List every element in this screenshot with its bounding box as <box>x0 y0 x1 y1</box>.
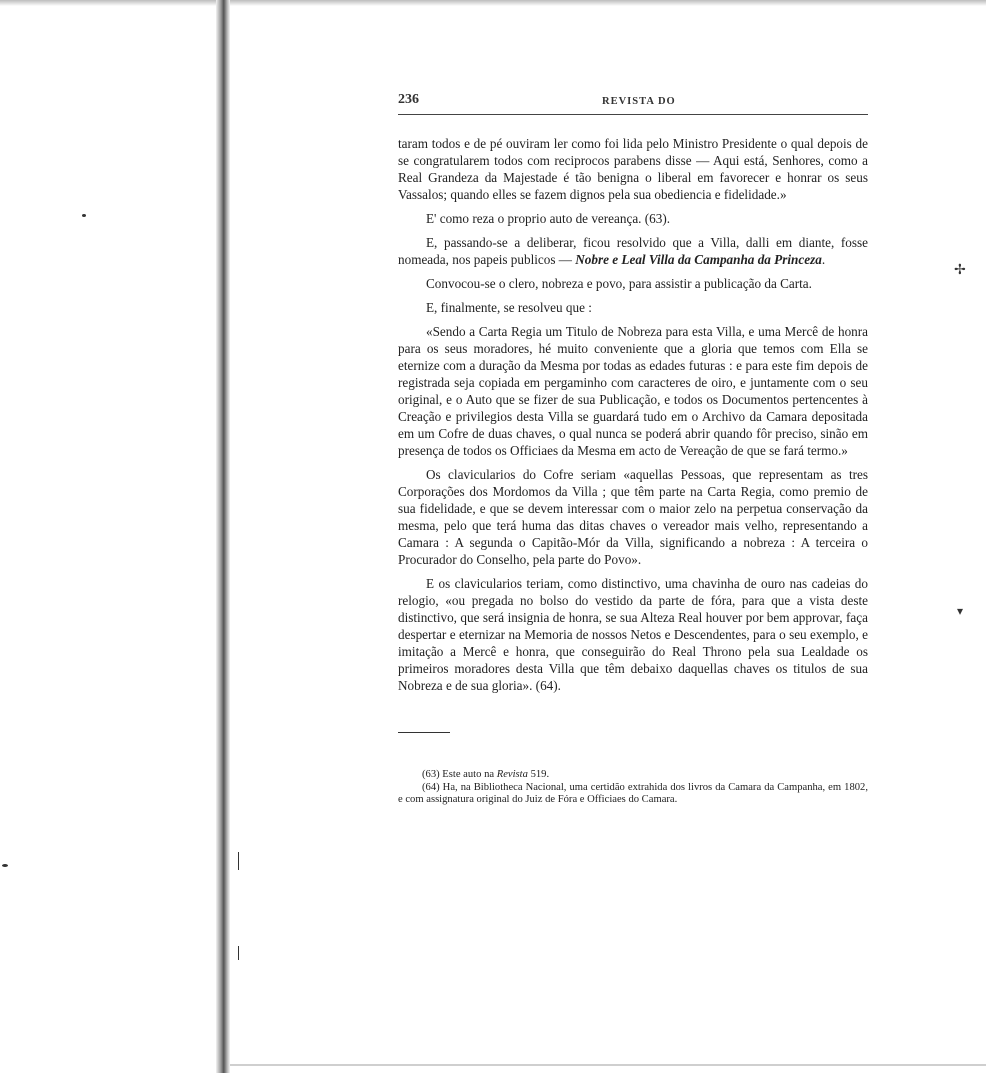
footnotes <box>398 769 868 806</box>
paragraph: E, finalmente, se resolveu que : <box>426 300 592 315</box>
paragraph-text: . <box>821 252 826 267</box>
footnote-64: (64) Ha, na Bibliotheca Nacional, uma certidão extrahida dos livros da Camara da Campanha, em 1802, e com assignatura original do Juiz de Fóra e Officiaes do Camara. <box>398 782 868 805</box>
page-header <box>398 92 868 115</box>
running-head: REVISTA DO <box>602 96 676 107</box>
scan-speck <box>238 852 239 870</box>
paragraph: Convocou-se o clero, nobreza e povo, para assistir a publicação da Carta. <box>426 276 812 291</box>
paragraph-quote: «Sendo a Carta Regia um Titulo de Nobreza para esta Villa, e uma Mercê de honra para os seus moradores, hé muito conveniente que a gloria que temos com Ella se eternize com a duração da Mesma por todas as edades futuras : e para este fim depois de registrada seja copiada em pergaminho com caracteres de oiro, e juntamente com o seu original, e o Auto que se fizer de sua Publicação, e todos os Documentos pertencentes à Creação e privilegios desta Villa se guardará tudo em o Archivo da Camara depositada em um Cofre de duas chaves, o qual nunca se poderá abrir quando fôr preciso, sinão em presença de todos os Officiaes da Mesma em acto de Vereação de que se fará termo.» <box>398 324 868 458</box>
book-spine-shadow <box>216 0 230 1073</box>
footnote-text: (63) Este auto na <box>422 769 497 780</box>
paragraph: Os clavicularios do Cofre seriam «aquellas Pessoas, que representam as tres Corporações dos Mordomos da Villa ; que têm parte na Carta Regia, como premio de sua fidelidade, e que se devem interessar com o maior zelo na perpetua conservação da mesma, pelo que terá huma das ditas chaves o vereador mais velho, representando a Camara : A segunda o Capitão-Mór da Villa, significando a nobreza : A terceira o Procurador do Conselho, pela parte do Povo». <box>398 467 868 567</box>
paragraph-villa-title <box>398 234 868 268</box>
paragraph: E' como reza o proprio auto de vereança. (63). <box>426 211 671 226</box>
scan-top-edge <box>0 0 986 6</box>
footnote-title: Revista <box>496 769 528 780</box>
paragraph-text: E, passando-se a deliberar, ficou resolvido que a Villa, dalli em diante, fosse nomeada, nos papeis publicos — <box>398 235 868 267</box>
page-number: 236 <box>398 92 419 107</box>
book-page <box>398 92 868 807</box>
paragraph: taram todos e de pé ouviram ler como foi lida pelo Ministro Presidente o qual depois de se congratularem todos com reciprocos parabens disse — Aqui está, Senhores, como a Real Grandeza da Majestade é tão benigna o liberal em favorecer e honrar os seus Vassalos; quando elles se fazem dignos pela sua obediencia e fidelidade.» <box>398 136 868 202</box>
page-body <box>398 135 868 694</box>
scan-speck <box>238 946 239 960</box>
scan-speck <box>82 214 86 217</box>
margin-dot-icon: ▾ <box>957 604 964 618</box>
footnote-text: 519. <box>527 769 550 780</box>
villa-title: Nobre e Leal Villa da Campanha da Princeza <box>575 252 822 267</box>
margin-mark-icon: ✢ <box>954 263 966 278</box>
paragraph: E os clavicularios teriam, como distinctivo, uma chavinha de ouro nas cadeias do relogio, «ou pregada no bolso do vestido da parte de fóra, para que a vista deste distinctivo, que será insignia de honra, se sua Alteza Real houver por bem approvar, faça despertar e eternizar na Memoria de nossos Netos e Descendentes, para o seu exemplo, e imitação a Mercê e honra, que conseguirão do Real Throno pela sua Lealdade os primeiros moradores desta Villa que têm debaixo daquellas chaves os titulos de sua Nobreza e de sua gloria». (64). <box>398 576 868 693</box>
scan-speck <box>2 864 8 867</box>
footnote-63 <box>398 769 868 781</box>
footnote-separator <box>398 732 450 733</box>
scan-bottom-edge <box>230 1064 986 1066</box>
